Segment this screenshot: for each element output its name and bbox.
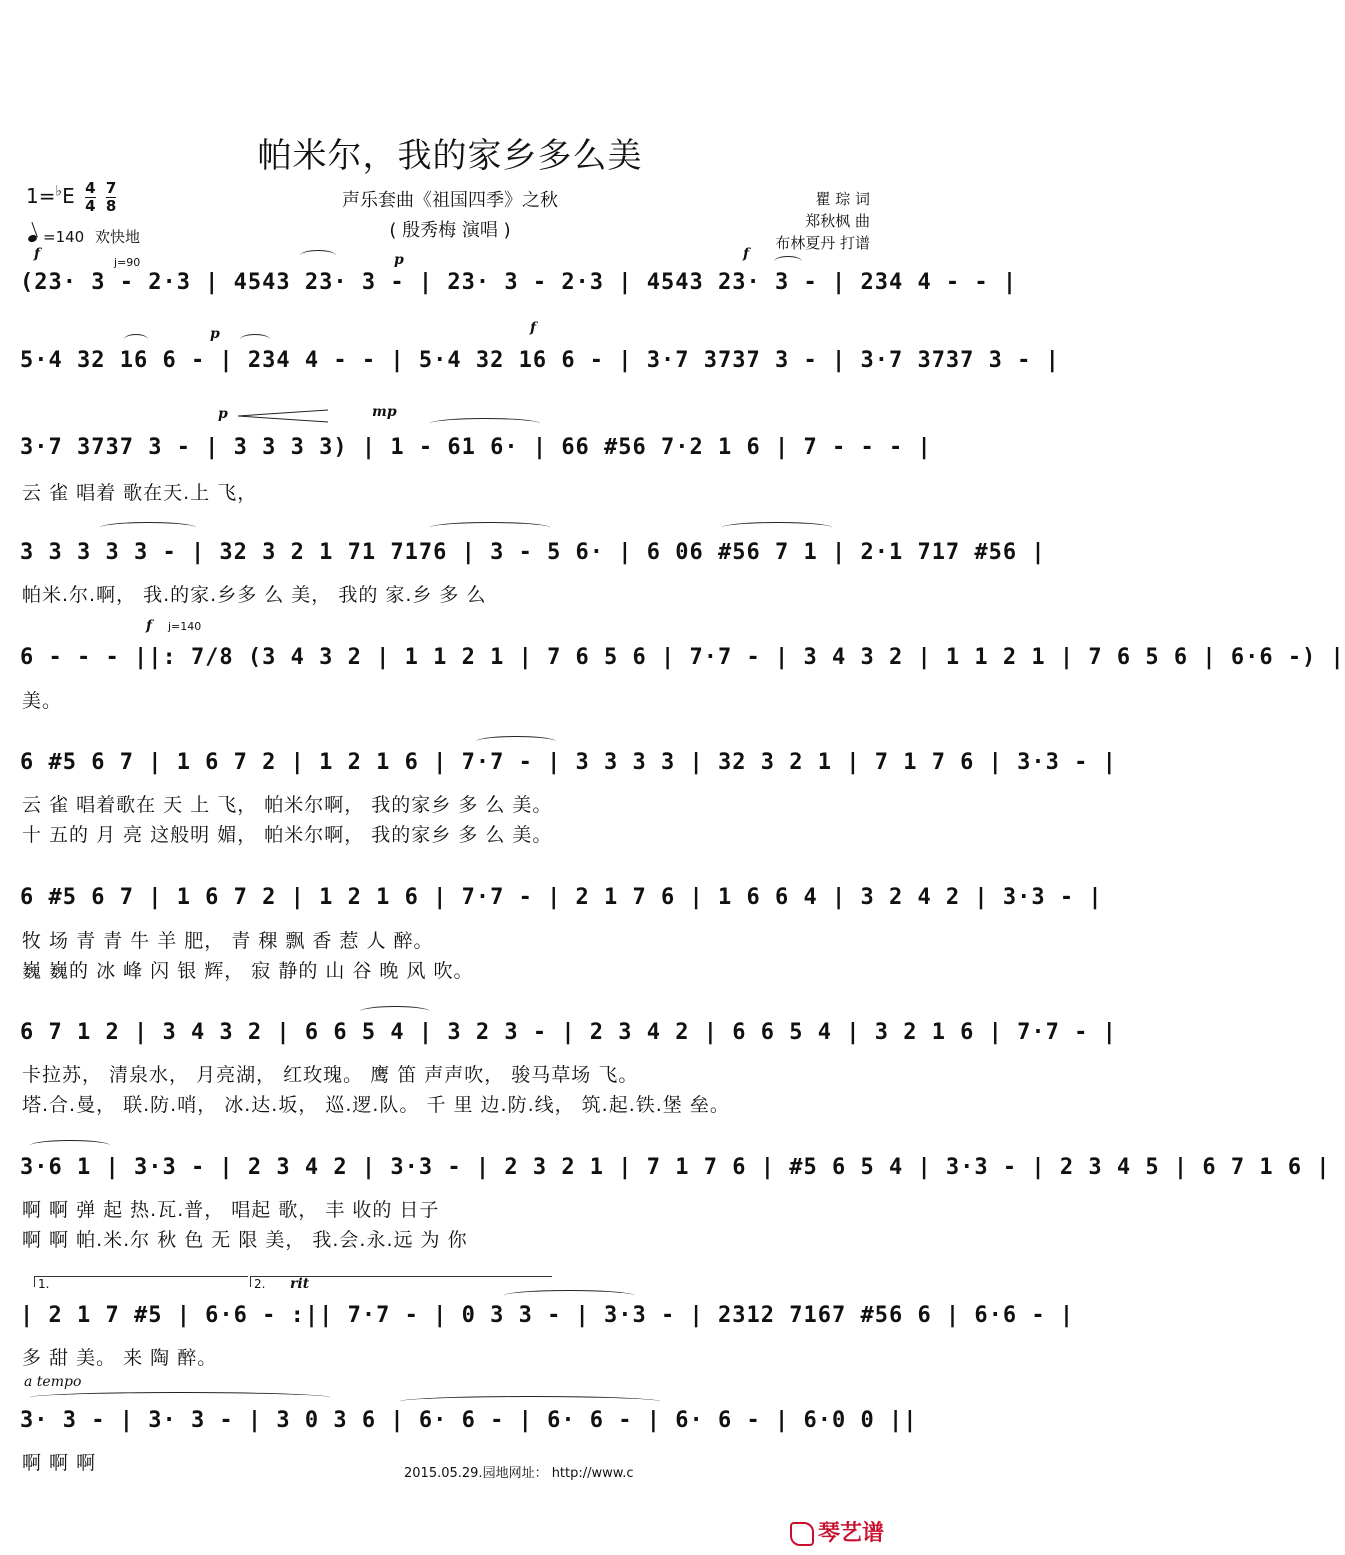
time-top: 4 [85, 179, 96, 197]
slur [722, 522, 832, 533]
time-top: 7 [105, 179, 117, 197]
lyric-line: 云 雀 唱着歌在 天 上 飞， 帕米尔啊， 我的家乡 多 么 美。 [22, 794, 553, 816]
staff-line-7: 6 #5 6 7 | 1 6 7 2 | 1 2 1 6 | 7·7 - | 2 1 7 6 | 1 6 6 4 | 3 2 4 2 | 3·3 - | [20, 885, 1103, 910]
lyricist: 瞿 琮 词 [815, 190, 870, 208]
tempo-expression: 欢快地 [94, 228, 140, 246]
slur [504, 1290, 634, 1301]
slur [476, 736, 556, 747]
slur [240, 334, 270, 345]
staff-line-11: 3· 3 - | 3· 3 - | 3 0 3 6 | 6· 6 - | 6· 6 - | 6· 6 - | 6·0 0 || [20, 1408, 918, 1433]
composer: 郑秋枫 曲 [805, 212, 870, 230]
tempo-marking [28, 226, 140, 247]
transcriber: 布林夏丹 打谱 [775, 234, 870, 252]
time-signature-4-4 [85, 180, 95, 215]
dynamic-rit: rit [290, 1276, 310, 1292]
volta-bracket-2: 2. [250, 1276, 552, 1287]
dynamic-p: p [210, 326, 220, 342]
staff-line-9: 3·6 1 | 3·3 - | 2 3 4 2 | 3·3 - | 2 3 2 1 | 7 1 7 6 | #5 6 5 4 | 3·3 - | 2 3 4 5 | 6 7 1 6 | [20, 1155, 1331, 1180]
tempo-small-mark: j=140 [168, 620, 202, 633]
key-signature [26, 180, 116, 215]
time-bottom: 4 [85, 197, 96, 215]
volta-bracket-1: 1. [34, 1276, 248, 1287]
slur [430, 418, 540, 429]
slur [774, 256, 802, 267]
lyric-line: 塔.合.曼， 联.防.哨， 冰.达.坂， 巡.逻.队。 千 里 边.防.线， 筑.起.铁.堡 垒。 [22, 1094, 730, 1116]
tempo-small-mark: j=90 [114, 256, 141, 269]
slur [360, 1006, 430, 1017]
site-logo [790, 1516, 884, 1547]
lyric-line: 牧 场 青 青 牛 羊 肥， 青 稞 飘 香 惹 人 醉。 [22, 930, 434, 952]
lyric-line: 啊 啊 啊 [22, 1452, 97, 1474]
staff-line-8: 6 7 1 2 | 3 4 3 2 | 6 6 5 4 | 3 2 3 - | 2 3 4 2 | 6 6 5 4 | 3 2 1 6 | 7·7 - | [20, 1020, 1117, 1045]
lyric-line: 啊 啊 弹 起 热.瓦.普， 唱起 歌， 丰 收的 日子 [22, 1199, 440, 1221]
lyric-line: 十 五的 月 亮 这般明 媚， 帕米尔啊， 我的家乡 多 么 美。 [22, 824, 553, 846]
slur [30, 1140, 110, 1151]
slur [400, 1396, 660, 1407]
slur [300, 250, 336, 261]
staff-line-6: 6 #5 6 7 | 1 6 7 2 | 1 2 1 6 | 7·7 - | 3 3 3 3 | 32 3 2 1 | 7 1 7 6 | 3·3 - | [20, 750, 1117, 775]
time-bottom: 8 [105, 197, 117, 215]
staff-line-2: 5·4 32 16 6 - | 234 4 - - | 5·4 32 16 6 - | 3·7 3737 3 - | 3·7 3737 3 - | [20, 348, 1060, 373]
performer: ( 殷秀梅 演唱 ) [389, 220, 511, 241]
lyric-line: 巍 巍的 冰 峰 闪 银 辉， 寂 静的 山 谷 晚 风 吹。 [22, 960, 474, 982]
footer-note: 2015.05.29.园地网址： http://www.c [404, 1466, 634, 1481]
quarter-note-icon [27, 234, 38, 244]
lyric-line: 云 雀 唱着 歌在天.上 飞， [22, 482, 258, 504]
slur [430, 522, 550, 533]
slur [100, 522, 196, 533]
staff-line-4: 3 3 3 3 3 - | 32 3 2 1 71 7176 | 3 - 5 6· | 6 06 #56 7 1 | 2·1 717 #56 | [20, 540, 1046, 565]
lyric-line: 美。 [22, 690, 63, 712]
dynamic-a-tempo: a tempo [24, 1374, 82, 1390]
staff-line-5: 6 - - - ||: 7/8 (3 4 3 2 | 1 1 2 1 | 7 6 5 6 | 7·7 - | 3 4 3 2 | 1 1 2 1 | 7 6 5 6 | 6·6 -) | [20, 645, 1345, 670]
crescendo-hairpin [238, 408, 330, 424]
page-title: 帕米尔，我的家乡多么美 [257, 136, 643, 176]
dynamic-p: p [218, 406, 228, 422]
lyric-line: 多 甜 美。 来 陶 醉。 [22, 1347, 218, 1369]
dynamic-mp: mp [372, 404, 397, 420]
slur [124, 334, 148, 345]
dynamic-f: f [743, 246, 750, 262]
dynamic-f: f [146, 618, 153, 634]
subtitle: 声乐套曲《祖国四季》之秋 [342, 190, 558, 211]
lyric-line: 帕米.尔.啊， 我.的家.乡多 么 美， 我的 家.乡 多 么 [22, 584, 487, 606]
logo-icon [790, 1522, 814, 1546]
tempo-value: =140 [43, 228, 85, 246]
staff-line-3: 3·7 3737 3 - | 3 3 3 3) | 1 - 61 6· | 66 #56 7·2 1 6 | 7 - - - | [20, 435, 932, 460]
dynamic-p: p [394, 252, 404, 268]
lyric-line: 啊 啊 帕.米.尔 秋 色 无 限 美， 我.会.永.远 为 你 [22, 1229, 468, 1251]
time-signature-7-8 [106, 180, 116, 215]
credits [775, 188, 870, 254]
logo-text: 琴艺谱 [817, 1521, 884, 1546]
slur [30, 1392, 330, 1403]
staff-line-10: | 2 1 7 #5 | 6·6 - :|| 7·7 - | 0 3 3 - | 3·3 - | 2312 7167 #56 6 | 6·6 - | [20, 1303, 1075, 1328]
dynamic-f: f [530, 320, 537, 336]
lyric-line: 卡拉苏， 清泉水， 月亮湖， 红玫瑰。 鹰 笛 声声吹， 骏马草场 飞。 [22, 1064, 639, 1086]
dynamic-f: f [34, 246, 41, 262]
key-prefix: 1= [26, 184, 56, 208]
key-note: E [62, 184, 75, 208]
staff-line-1: (23· 3 - 2·3 | 4543 23· 3 - | 23· 3 - 2·3 | 4543 23· 3 - | 234 4 - - | [20, 270, 1018, 295]
flat-sign: ♭ [55, 183, 63, 200]
